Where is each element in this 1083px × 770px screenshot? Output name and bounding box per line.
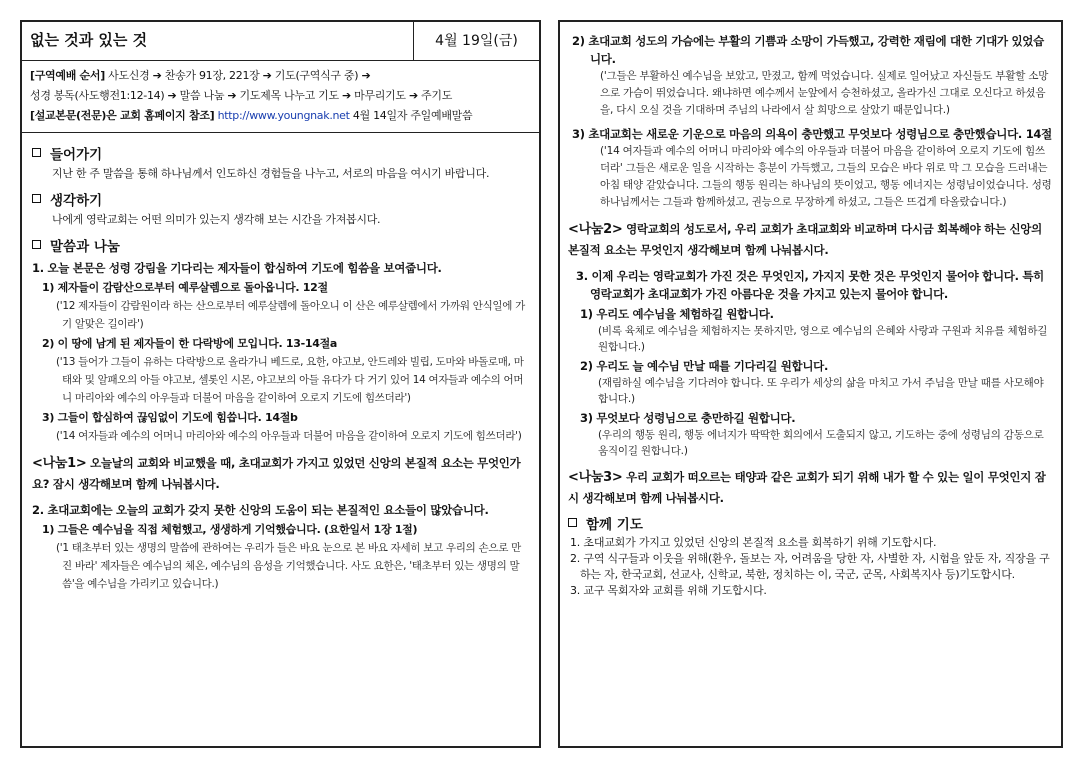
point-1-1: 1) 제자들이 감람산으로부터 예루살렘으로 돌아옵니다. 12절 <box>42 281 328 294</box>
header <box>22 22 539 61</box>
quote-3-3: (우리의 행동 원리, 행동 에너지가 딱딱한 회의에서 도출되지 않고, 기도하는 중에 성령님의 감동으로 움직이길 원합니다.) <box>598 429 1044 457</box>
right-column <box>558 20 1063 748</box>
quote-3-2: (재림하실 예수님을 기다려야 합니다. 또 우리가 세상의 삶을 마치고 가서 주님을 만날 때를 사모해야 합니다.) <box>598 377 1044 405</box>
share-text: 우리 교회가 떠오르는 태양과 같은 교회가 되기 위해 내가 할 수 있는 일이 무엇인지 잠시 생각해보며 함께 나눠봅시다. <box>568 470 1046 505</box>
section-intro <box>32 145 529 165</box>
checkbox-icon <box>568 518 577 527</box>
checkbox-icon <box>32 194 41 203</box>
share-text: 오늘날의 교회와 비교했을 때, 초대교회가 가지고 있었던 신앙의 본질적 요소는 무엇인가요? 잠시 생각해보며 함께 나눠봅시다. <box>32 456 521 491</box>
quote-3-1: (비록 육체로 예수님을 체험하지는 못하지만, 영으로 예수님의 은혜와 사랑과 구원과 치유를 체험하길 원합니다.) <box>598 325 1048 353</box>
quote-1-2: ('13 들어가 그들이 유하는 다락방으로 올라가니 베드로, 요한, 야고보, 안드레와 빌립, 도마와 바돌로매, 마태와 및 알패오의 아들 야고보, 셀롯인 시몬, 야고보의 아들 유다가 다 거기 있어 14 여자들과 예수의 어머니 마리아와 예수의 아우들과 더불어 마음을 같이하여 오로지 기도에 힘쓰더라') <box>56 356 524 404</box>
quote-2-3: ('14 여자들과 예수의 어머니 마리아와 예수의 아우들과 더불어 마음을 같이하여 오로지 기도에 힘쓰더라' 그들은 새로운 일을 시작하는 흥분이 가득했고, 그들의 모습은 바다 위로 막 그 모습을 드러내는 아침 태양 같았습니다. 그들의 행동 원리는 하나님의 뜻이었고, 행동 에너지는 성령님이었습니다. 성령 하나님께서는 그들과 함께하셨고, 권능으로 무장하게 하셨고, 그들은 뜨겁게 타올랐습니다.) <box>600 145 1052 208</box>
quote-1-3: ('14 여자들과 예수의 어머니 마리아와 예수의 아우들과 더불어 마음을 같이하여 오로지 기도에 힘쓰더라') <box>56 430 522 442</box>
share-tag: <나눔3> <box>568 470 623 485</box>
quote-2-1: ('1 태초부터 있는 생명의 말씀에 관하여는 우리가 들은 바요 눈으로 본 바요 자세히 보고 우리의 손으로 만진 바라' 제자들은 예수님의 체온, 예수님의 음성을 기억했습니다. 사도 요한은, '태초부터 있는 생명의 말씀'을 예수님을 가리키고 있습니다.) <box>56 542 521 590</box>
point-3: 3. 이제 우리는 영락교회가 가진 것은 무엇인지, 가지지 못한 것은 무엇인지 물어야 합니다. 특히 영락교회가 초대교회가 가진 아름다운 것을 가지고 있는지 물어야 합니다. <box>576 269 1044 301</box>
checkbox-icon <box>32 148 41 157</box>
homepage-link[interactable]: http://www.youngnak.net <box>217 109 350 122</box>
order-line1: 사도신경 ➔ 찬송가 91장, 221장 ➔ 기도(구역식구 중) ➔ <box>108 69 371 82</box>
share-3 <box>568 467 1053 509</box>
point-3-3: 3) 무엇보다 성령님으로 충만하길 원합니다. <box>580 411 796 425</box>
point-1-2: 2) 이 땅에 남게 된 제자들이 한 다락방에 모입니다. 13-14절a <box>42 337 338 350</box>
point-2-2: 2) 초대교회 성도의 가슴에는 부활의 기쁨과 소망이 가득했고, 강력한 재림에 대한 기대가 있었습니다. <box>572 34 1044 66</box>
point-3-1: 1) 우리도 예수님을 체험하길 원합니다. <box>580 307 774 321</box>
point-2-1: 1) 그들은 예수님을 직접 체험했고, 생생하게 기억했습니다. (요한일서 1장 1절) <box>42 523 418 536</box>
share-1 <box>32 453 529 495</box>
section-think <box>32 191 529 211</box>
intro-text: 지난 한 주 말씀을 통해 하나님께서 인도하신 경험들을 나누고, 서로의 마음을 여시기 바랍니다. <box>52 167 490 180</box>
quote-1-1: ('12 제자들이 감람원이라 하는 산으로부터 예루살렘에 돌아오니 이 산은 예루살렘에서 가까워 안식일에 가기 알맞은 길이라') <box>56 300 526 330</box>
share-text: 영락교회의 성도로서, 우리 교회가 초대교회와 비교하며 다시금 회복해야 하는 신앙의 본질적 요소는 무엇인지 생각해보며 함께 나눠봅시다. <box>568 222 1042 257</box>
prayer-2: 2. 구역 식구들과 이웃을 위해(환우, 돌보는 자, 어려움을 당한 자, 사별한 자, 시험을 앞둔 자, 직장을 구하는 자, 한국교회, 선교사, 신학교, 북한, 정치하는 이, 국군, 군목, 사회복지사 등)기도합시다. <box>570 552 1050 581</box>
worship-order <box>22 61 539 133</box>
point-1-3: 3) 그들이 합심하여 끊임없이 기도에 힘씁니다. 14절b <box>42 411 298 424</box>
point-3-2: 2) 우리도 늘 예수님 만날 때를 기다리길 원합니다. <box>580 359 829 373</box>
checkbox-icon <box>32 240 41 249</box>
think-text: 나에게 영락교회는 어떤 의미가 있는지 생각해 보는 시간을 가져봅시다. <box>52 213 381 226</box>
share-tag: <나눔2> <box>568 222 623 237</box>
prayer-1: 1. 초대교회가 가지고 있었던 신앙의 본질적 요소를 회복하기 위해 기도합시다. <box>570 536 937 549</box>
section-title: 말씀과 나눔 <box>50 239 120 255</box>
order-label: [구역예배 순서] <box>30 69 105 82</box>
share-tag: <나눔1> <box>32 456 87 471</box>
share-2 <box>568 219 1053 261</box>
point-2-3: 3) 초대교회는 새로운 기운으로 마음의 의욕이 충만했고 무엇보다 성령님으로 충만했습니다. 14절 <box>572 127 1052 141</box>
date-label: 4월 19일(금) <box>413 22 539 60</box>
section-title: 생각하기 <box>50 193 103 209</box>
left-body <box>22 133 539 593</box>
sermon-label: [설교본문(전문)은 교회 홈페이지 참조] <box>30 109 215 122</box>
sermon-date: 4월 14일자 주일예배말씀 <box>352 109 473 122</box>
left-column <box>20 20 541 748</box>
section-title: 함께 기도 <box>586 517 643 533</box>
point-1: 1. 오늘 본문은 성령 강림을 기다리는 제자들이 합심하여 기도에 힘씀을 보여줍니다. <box>32 261 442 275</box>
quote-2-2: ('그들은 부활하신 예수님을 보았고, 만졌고, 함께 먹었습니다. 실제로 일어났고 자신들도 부활할 소망으로 가슴이 뛰었습니다. 왜냐하면 예수께서 눈앞에서 승천하셨고, 올라가신 그대로 오신다고 하셨음을, 다시 오실 것을 기대하며 주님의 나라에서 살 희망으로 살았기 때문입니다.) <box>600 70 1049 116</box>
section-title: 들어가기 <box>50 147 103 163</box>
page-title: 없는 것과 있는 것 <box>30 31 148 49</box>
prayer-3: 3. 교구 목회자와 교회를 위해 기도합시다. <box>570 584 767 597</box>
section-word <box>32 237 529 257</box>
point-2: 2. 초대교회에는 오늘의 교회가 갖지 못한 신앙의 도움이 되는 본질적인 요소들이 많았습니다. <box>32 503 489 517</box>
order-line2: 성경 봉독(사도행전1:12-14) ➔ 말씀 나눔 ➔ 기도제목 나누고 기도 ➔ 마무리기도 ➔ 주기도 <box>30 89 453 102</box>
section-prayer <box>568 515 1053 535</box>
